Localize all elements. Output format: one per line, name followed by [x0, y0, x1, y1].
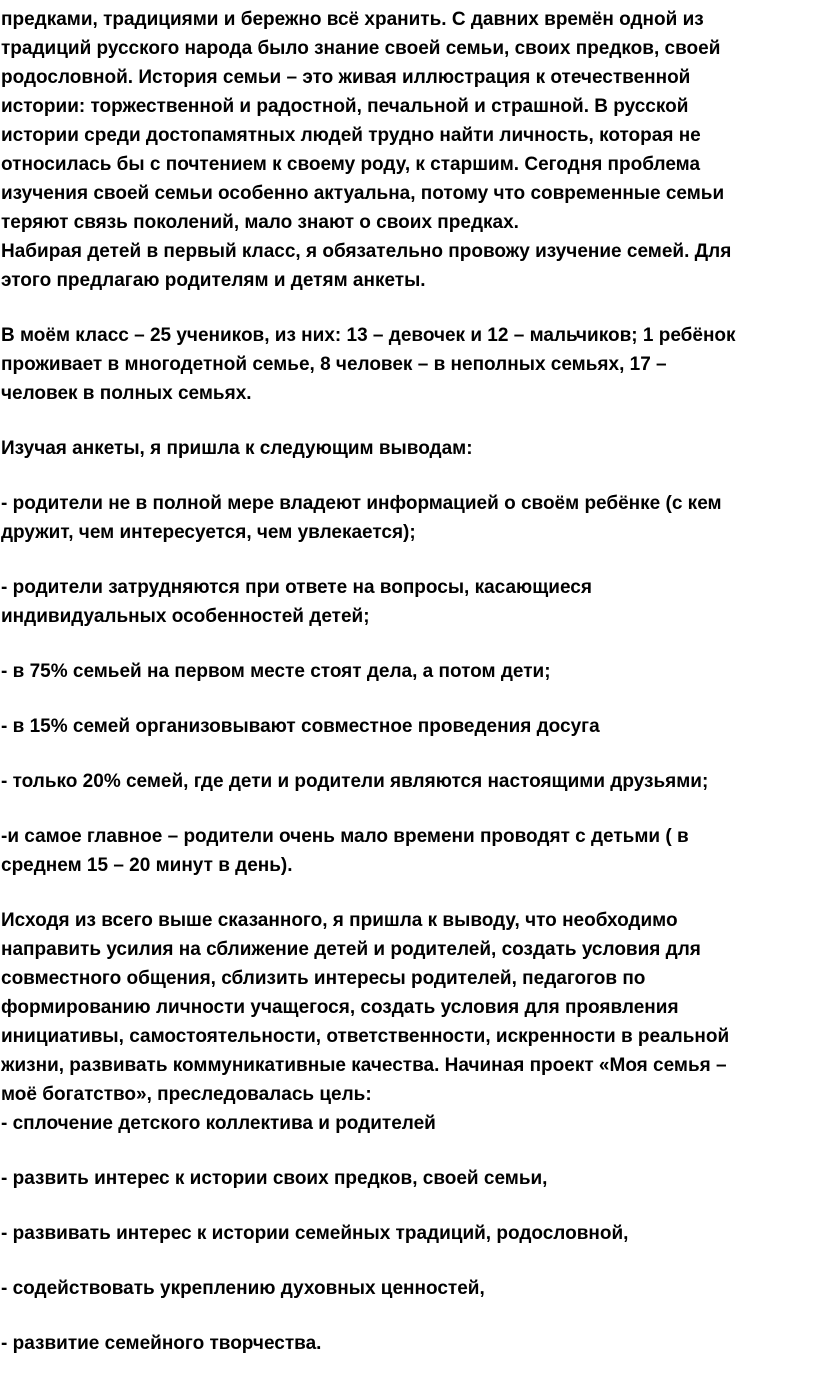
text-line: относилась бы с почтением к своему роду, к старшим. Сегодня проблема — [1, 154, 701, 175]
list-item: - содействовать укреплению духовных ценностей, — [1, 1278, 485, 1299]
text-line: направить усилия на сближение детей и родителей, создать условия для — [1, 939, 701, 960]
list-item: -и самое главное – родители очень мало времени проводят с детьми ( в — [1, 826, 689, 847]
text-line: традиций русского народа было знание своей семьи, своих предков, своей — [1, 38, 721, 59]
text-line: изучения своей семьи особенно актуальна, потому что современные семьи — [1, 183, 725, 204]
text-line: истории: торжественной и радостной, печальной и страшной. В русской — [1, 96, 689, 117]
list-item: - развить интерес к истории своих предков, своей семьи, — [1, 1168, 548, 1189]
list-item: - родители затрудняются при ответе на вопросы, касающиеся — [1, 577, 592, 598]
text-line: теряют связь поколений, мало знают о своих предках. — [1, 212, 519, 233]
text-line: совместного общения, сблизить интересы родителей, педагогов по — [1, 968, 646, 989]
text-line: среднем 15 – 20 минут в день). — [1, 855, 293, 876]
list-item: - родители не в полной мере владеют информацией о своём ребёнке (с кем — [1, 493, 722, 514]
text-line: проживает в многодетной семье, 8 человек – в неполных семьях, 17 – — [1, 354, 667, 375]
list-item: - только 20% семей, где дети и родители являются настоящими друзьями; — [1, 771, 709, 792]
list-item: - в 15% семей организовывают совместное проведения досуга — [1, 716, 600, 737]
list-item: - сплочение детского коллектива и родителей — [1, 1113, 436, 1134]
text-line: дружит, чем интересуется, чем увлекается); — [1, 522, 416, 543]
list-item: - развитие семейного творчества. — [1, 1333, 322, 1354]
text-line: родословной. История семьи – это живая иллюстрация к отечественной — [1, 67, 691, 88]
text-line: инициативы, самостоятельности, ответственности, искренности в реальной — [1, 1026, 730, 1047]
text-line: предками, традициями и бережно всё хранить. С давних времён одной из — [1, 9, 704, 30]
text-line: этого предлагаю родителям и детям анкеты. — [1, 270, 426, 291]
text-line: индивидуальных особенностей детей; — [1, 606, 370, 627]
list-item: - в 75% семьей на первом месте стоят дела, а потом дети; — [1, 661, 551, 682]
text-line: Изучая анкеты, я пришла к следующим выводам: — [1, 438, 473, 459]
text-line: формированию личности учащегося, создать условия для проявления — [1, 997, 679, 1018]
text-line: истории среди достопамятных людей трудно найти личность, которая не — [1, 125, 701, 146]
text-line: человек в полных семьях. — [1, 383, 252, 404]
text-line: Набирая детей в первый класс, я обязательно провожу изучение семей. Для — [1, 241, 732, 262]
text-line: Исходя из всего выше сказанного, я пришла к выводу, что необходимо — [1, 910, 678, 931]
text-line: жизни, развивать коммуникативные качества. Начиная проект «Моя семья – — [1, 1055, 727, 1076]
text-line: В моём класс – 25 учеников, из них: 13 – девочек и 12 – мальчиков; 1 ребёнок — [1, 325, 736, 346]
text-line: моё богатство», преследовалась цель: — [1, 1084, 372, 1105]
list-item: - развивать интерес к истории семейных традиций, родословной, — [1, 1223, 629, 1244]
